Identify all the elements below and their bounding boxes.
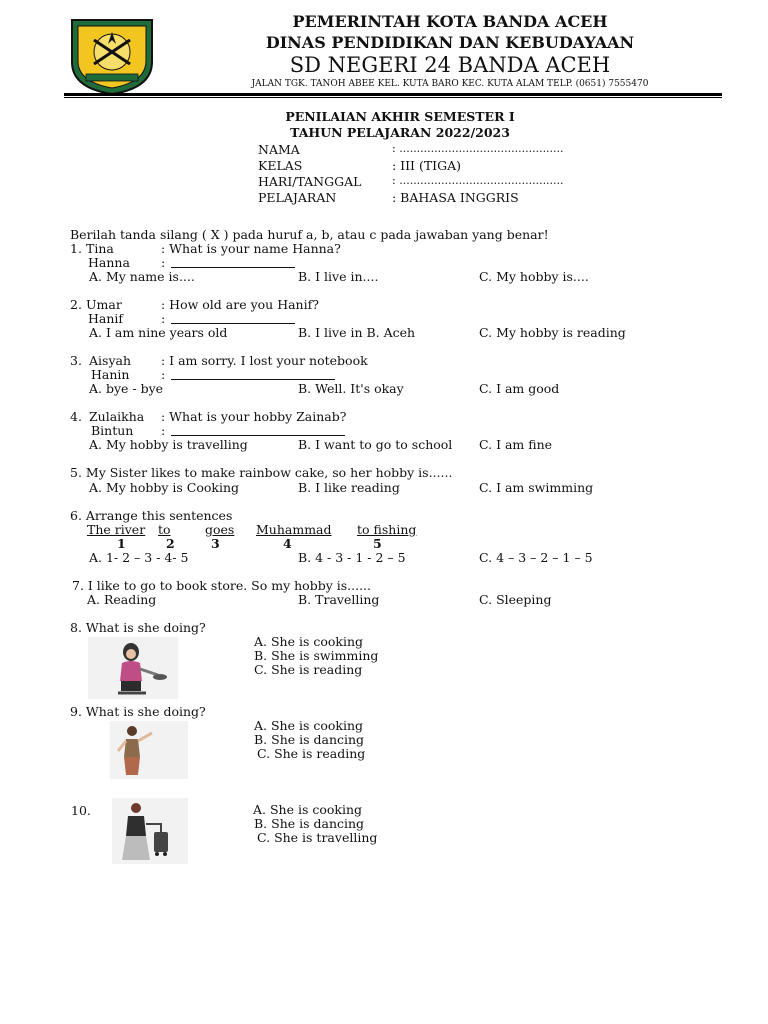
- q6-num-2: 2: [166, 536, 175, 551]
- q6-word-1: The river: [87, 522, 146, 537]
- q3-line-a: : I am sorry. I lost your notebook: [161, 353, 368, 368]
- q4-answer-line[interactable]: [171, 423, 345, 436]
- q2-option-b[interactable]: B. I live in B. Aceh: [298, 325, 416, 340]
- q3-option-a[interactable]: A. bye - bye: [89, 381, 164, 396]
- q2-colon-b: :: [161, 311, 166, 326]
- q1-option-a[interactable]: A. My name is....: [89, 269, 195, 284]
- q4-number: 4.: [70, 409, 82, 424]
- q6-option-b[interactable]: B. 4 - 3 - 1 - 2 – 5: [298, 550, 406, 565]
- school-address: JALAN TGK. TANOH ABEE KEL. KUTA BARO KEC. KUTA ALAM TELP. (0651) 7555470: [251, 79, 649, 89]
- q2-number: 2.: [70, 297, 82, 312]
- q6-num-4: 4: [283, 536, 292, 551]
- q2-option-c[interactable]: C. My hobby is reading: [479, 325, 626, 340]
- q6-option-c[interactable]: C. 4 – 3 – 2 – 1 – 5: [479, 550, 593, 565]
- field-value-name[interactable]: : ...............................................: [392, 142, 564, 155]
- q10-question: 10.: [71, 803, 91, 818]
- q8-option-b[interactable]: B. She is swimming: [254, 648, 379, 663]
- q10-option-a[interactable]: A. She is cooking: [253, 802, 363, 817]
- q8-option-a[interactable]: A. She is cooking: [254, 634, 364, 649]
- q10-travelling-woman-image: [112, 798, 188, 864]
- q6-word-5: to fishing: [357, 522, 417, 537]
- q2-answer-line[interactable]: [171, 311, 295, 324]
- exam-year: TAHUN PELAJARAN 2022/2023: [290, 125, 510, 140]
- q3-option-c[interactable]: C. I am good: [479, 381, 560, 396]
- exam-title: PENILAIAN AKHIR SEMESTER I: [285, 109, 515, 124]
- q6-num-5: 5: [373, 536, 382, 551]
- q3-number: 3.: [70, 353, 82, 368]
- q1-line-a: : What is your name Hanna?: [161, 241, 341, 256]
- q6-word-4: Muhammad: [256, 522, 332, 537]
- q6-option-a[interactable]: A. 1- 2 – 3 - 4- 5: [89, 550, 189, 565]
- field-value-class: : III (TIGA): [392, 158, 462, 173]
- q6-word-2: to: [158, 522, 171, 537]
- q6-question: 6. Arrange this sentences: [70, 508, 233, 523]
- q1-speaker-b: Hanna: [88, 255, 130, 270]
- field-label-class: KELAS: [258, 158, 303, 173]
- instruction-text: Berilah tanda silang ( X ) pada huruf a, b, atau c pada jawaban yang benar!: [70, 227, 549, 242]
- q1-option-c[interactable]: C. My hobby is....: [479, 269, 589, 284]
- q6-num-3: 3: [211, 536, 220, 551]
- q7-question: 7. I like to go to book store. So my hobby is......: [72, 578, 371, 593]
- q1-answer-line[interactable]: [171, 255, 295, 268]
- q4-colon-b: :: [161, 423, 166, 438]
- field-label-date: HARI/TANGGAL: [258, 174, 362, 189]
- q8-cooking-girl-image: [88, 637, 178, 699]
- field-value-subject: : BAHASA INGGRIS: [392, 190, 519, 205]
- school-name: SD NEGERI 24 BANDA ACEH: [289, 53, 611, 77]
- q6-num-1: 1: [117, 536, 126, 551]
- q9-option-b[interactable]: B. She is dancing: [254, 732, 365, 747]
- q10-option-b[interactable]: B. She is dancing: [254, 816, 365, 831]
- q4-option-c[interactable]: C. I am fine: [479, 437, 553, 452]
- q4-option-b[interactable]: B. I want to go to school: [298, 437, 453, 452]
- q1-colon-b: :: [161, 255, 166, 270]
- q2-speaker-b: Hanif: [88, 311, 124, 326]
- q9-question: 9. What is she doing?: [70, 704, 206, 719]
- q3-speaker-b: Hanin: [91, 367, 130, 382]
- q2-line-a: : How old are you Hanif?: [161, 297, 319, 312]
- q2-speaker-a: Umar: [86, 297, 122, 312]
- q6-word-3: goes: [205, 522, 235, 537]
- header-divider-thin: [64, 97, 722, 98]
- school-crest-logo: [68, 14, 156, 96]
- q8-option-c[interactable]: C. She is reading: [254, 662, 363, 677]
- q3-answer-line[interactable]: [171, 367, 335, 380]
- q4-line-a: : What is your hobby Zainab?: [161, 409, 347, 424]
- q3-colon-b: :: [161, 367, 166, 382]
- department-name: DINAS PENDIDIKAN DAN KEBUDAYAAN: [265, 33, 635, 52]
- field-label-name: NAMA: [258, 142, 300, 157]
- q9-dancing-girl-image: [110, 721, 188, 779]
- q4-option-a[interactable]: A. My hobby is travelling: [89, 437, 248, 452]
- q1-number: 1.: [70, 241, 82, 256]
- header-divider-thick: [64, 93, 722, 96]
- q5-option-b[interactable]: B. I like reading: [298, 480, 400, 495]
- q5-question: 5. My Sister likes to make rainbow cake, so her hobby is......: [70, 465, 453, 480]
- field-label-subject: PELAJARAN: [258, 190, 337, 205]
- q7-option-c[interactable]: C. Sleeping: [479, 592, 552, 607]
- q4-speaker-b: Bintun: [91, 423, 134, 438]
- q1-option-b[interactable]: B. I live in....: [298, 269, 379, 284]
- q3-speaker-a: Aisyah: [89, 353, 132, 368]
- q3-option-b[interactable]: B. Well. It's okay: [298, 381, 404, 396]
- q7-option-b[interactable]: B. Travelling: [298, 592, 380, 607]
- field-value-date[interactable]: : ...............................................: [392, 174, 564, 187]
- q7-option-a[interactable]: A. Reading: [87, 592, 157, 607]
- q2-option-a[interactable]: A. I am nine years old: [89, 325, 228, 340]
- q1-speaker-a: Tina: [86, 241, 114, 256]
- q4-speaker-a: Zulaikha: [89, 409, 145, 424]
- q10-option-c[interactable]: C. She is travelling: [257, 830, 378, 845]
- government-name: PEMERINTAH KOTA BANDA ACEH: [292, 12, 608, 31]
- q5-option-a[interactable]: A. My hobby is Cooking: [89, 480, 240, 495]
- q9-option-c[interactable]: C. She is reading: [257, 746, 366, 761]
- q8-question: 8. What is she doing?: [70, 620, 206, 635]
- q5-option-c[interactable]: C. I am swimming: [479, 480, 594, 495]
- q9-option-a[interactable]: A. She is cooking: [254, 718, 364, 733]
